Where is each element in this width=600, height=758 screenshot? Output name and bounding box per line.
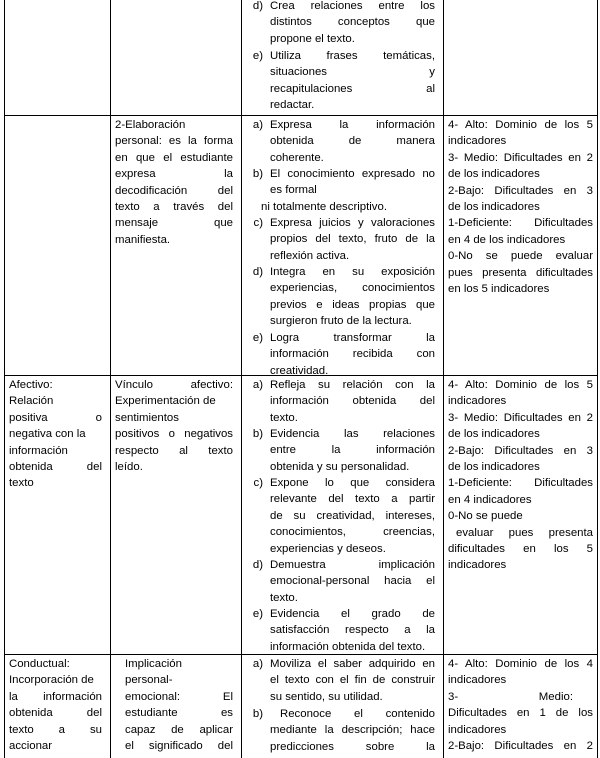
row1-items-cell [243,117,435,379]
scale-line: 0-No se puede [448,510,523,523]
dimension-line: obtenida del [9,707,102,720]
list-item [243,606,435,655]
item-line: El conocimiento expresado no [270,168,435,180]
indicator-line: respecto al texto [115,444,233,457]
indicator-line: 2-Elaboración [115,119,186,131]
indicator-line: sentimientos [115,411,179,424]
indicator-line: estudiante es [125,707,233,720]
indicator-line: emocional: El [125,690,233,703]
indicator-line: el significado del [125,740,233,753]
scale-line: en 4 de los indicadores [448,233,566,246]
row1-scale-cell [448,117,593,297]
dimension-line: Relación [9,395,54,408]
item-line: emocional-personal hacia el [270,575,435,588]
dimension-line: obtenida del [9,461,102,474]
item-marker: e) [252,50,263,62]
indicator-line: Vínculo afectivo: [115,379,233,391]
indicator-line: en que el estudiante [115,151,233,164]
list-item [243,0,435,48]
scale-line: 1-Deficiente: Dificultades [448,477,593,490]
scale-line: indicadores [448,674,507,687]
item-line: Expone lo que considera [270,477,435,489]
item-marker: b) [252,168,263,180]
scale-line: 2-Bajo: Dificultades en 3 [448,184,593,197]
indicator-line: expresa la [115,168,233,181]
item-line: Evidencia las relaciones [270,428,435,440]
row3-scale-cell [448,656,593,754]
scale-line: 3- Medio: Dificultades en 2 [448,151,593,164]
item-line: texto. [270,411,298,424]
item-line: Refleja su relación con la [270,379,435,391]
scale-line: pues presenta dificultades [448,266,593,279]
item-line: texto. [270,591,298,604]
scale-line: 0-No se puede evaluar [448,250,593,263]
item-line: propios del texto, fruto de la [270,233,435,246]
item-line: ni totalmente descriptivo. [261,201,387,213]
scale-line: indicadores [448,559,507,572]
scale-line: evaluar pues presenta [456,526,593,539]
item-line: conocimientos, creencias, [270,526,435,539]
scale-line: 3- Medio: Dificultades en 2 [448,411,593,424]
list-item [243,117,435,166]
item-marker: d) [252,0,263,12]
item-marker: e) [252,332,263,344]
scale-line: dificultades en los 5 [448,543,593,556]
row2-items-cell [243,377,435,655]
item-line: coherente. [270,151,324,164]
scale-line: 4- Alto: Dominio de los 5 [448,379,593,391]
dimension-line: texto a su [9,723,102,736]
item-line: surgieron fruto de la lectura. [270,315,412,328]
dimension-line: la información [9,690,102,703]
indicator-line: capaz de aplicar [125,723,233,736]
item-line: recapitulaciones al [270,82,435,95]
dimension-line: Afectivo: [9,379,53,391]
indicator-line: Experimentación de [115,395,216,408]
indicator-line: Implicación [125,658,182,670]
indicator-line: personal- [125,674,173,687]
item-marker: b) [252,708,263,720]
item-marker: a) [252,379,263,391]
dimension-line: accionar [9,740,53,753]
list-item [243,377,435,426]
item-marker: b) [252,428,263,440]
item-line: experiencias y deseos. [270,542,386,555]
item-line: Evidencia el grado de [270,608,435,620]
scale-line: de los indicadores [448,461,540,474]
item-line: Utiliza frases temáticas, [270,50,435,62]
item-line: previos e ideas propias que [270,298,435,311]
item-line: experiencias, conocimientos [270,282,435,295]
item-line: información obtenida del [270,395,435,408]
item-line: Expresa la información [270,119,435,131]
list-item [243,475,435,557]
dimension-line: Conductual: [9,658,70,670]
item-line: situaciones y [270,66,435,79]
item-line: información recibida con [270,348,435,361]
item-line: relevante del texto a partir [270,493,435,506]
item-marker: a) [252,658,263,670]
item-line: Demuestra implicación [270,559,435,571]
item-line: mediante la descripción; hace [270,724,435,737]
scale-line: de los indicadores [448,168,540,181]
item-line: Logra transformar la [270,332,435,344]
item-marker: c) [253,217,263,229]
row1-indicator-cell [115,117,233,248]
item-line: obtenida de manera [270,135,435,148]
scale-line: 1-Deficiente: Dificultades [448,217,593,230]
item-line: Moviliza el saber adquirido en [270,658,435,670]
item-line: redactar. [270,99,315,112]
scale-line: 2-Bajo: Dificultades en 2 [448,740,593,753]
scale-line: indicadores [448,135,507,148]
scale-line: de los indicadores [448,428,540,441]
scale-line: Dificultades en 1 de los [448,707,593,720]
item-marker: c) [253,477,263,489]
list-item [243,48,435,114]
table-border-col1 [110,0,111,758]
item-line: entre la información [270,444,435,457]
list-item [243,264,435,330]
scale-line: 2-Bajo: Dificultades en 3 [448,444,593,457]
row3-dimension-cell [9,656,102,754]
list-item [243,656,435,706]
indicator-line: mensaje que [115,217,233,230]
item-line: su sentido, su utilidad. [270,690,383,703]
scale-line: de los indicadores [448,201,540,214]
indicator-line: leído. [115,461,143,474]
dimension-line: positiva o [9,411,102,424]
item-marker: d) [252,266,263,278]
item-line: predicciones sobre la [270,740,435,753]
row2-scale-cell [448,377,593,574]
list-item [243,706,435,756]
item-marker: d) [252,559,263,571]
scale-line: 4- Alto: Dominio de los 4 [448,658,593,670]
item-line: el texto con el fin de construir [270,674,435,687]
table-border-col3 [443,0,444,758]
item-line: información obtenida del texto. [270,640,426,653]
row3-indicator-cell [125,656,233,754]
item-line: propone el texto. [270,32,355,45]
item-line: Integra en su exposición [270,266,435,278]
item-line: satisfacción respecto a la [270,624,435,637]
item-line: de su creatividad, intereses, [270,509,435,522]
list-item [243,330,435,379]
indicator-line: personal: es la forma [115,135,233,148]
row2-dimension-cell [9,377,102,492]
item-line: es formal [270,184,317,197]
list-item [243,557,435,606]
indicator-line: positivos o negativos [115,428,233,441]
dimension-line: texto [9,477,34,490]
row-divider-1 [4,115,598,116]
item-line: creatividad. [270,364,329,377]
scale-line: indicadores [448,395,507,408]
item-marker: e) [252,608,263,620]
item-line: distintos conceptos que [270,16,435,29]
item-line: reflexión activa. [270,249,350,262]
table-border-col2 [241,0,242,758]
scale-line: en los 5 indicadores [448,283,550,296]
list-item [243,215,435,264]
row3-items-cell [243,656,435,756]
list-item [243,426,435,475]
table-border-left [4,0,5,758]
indicator-line: manifiesta. [115,233,171,246]
scale-line: indicadores [448,723,507,736]
item-line: Expresa juicios y valoraciones [270,217,435,229]
dimension-line: información [9,444,68,457]
item-line: Reconoce el contenido [280,708,435,720]
dimension-line: negativa con la [9,428,86,441]
item-line: Crea relaciones entre los [270,0,435,12]
scale-line: 3- Medio: [448,690,573,703]
row2-indicator-cell [115,377,233,475]
scale-line: en 4 indicadores [448,493,532,506]
indicator-line: texto a través del [115,201,233,214]
row0-items-cell [243,0,435,114]
item-marker: a) [252,119,263,131]
dimension-line: Incorporación de [9,674,94,687]
item-line: obtenida y su personalidad. [270,460,410,473]
indicator-line: decodificación del [115,184,233,197]
list-item [243,166,435,215]
scale-line: 4- Alto: Dominio de los 5 [448,119,593,131]
table-border-right [597,0,598,758]
